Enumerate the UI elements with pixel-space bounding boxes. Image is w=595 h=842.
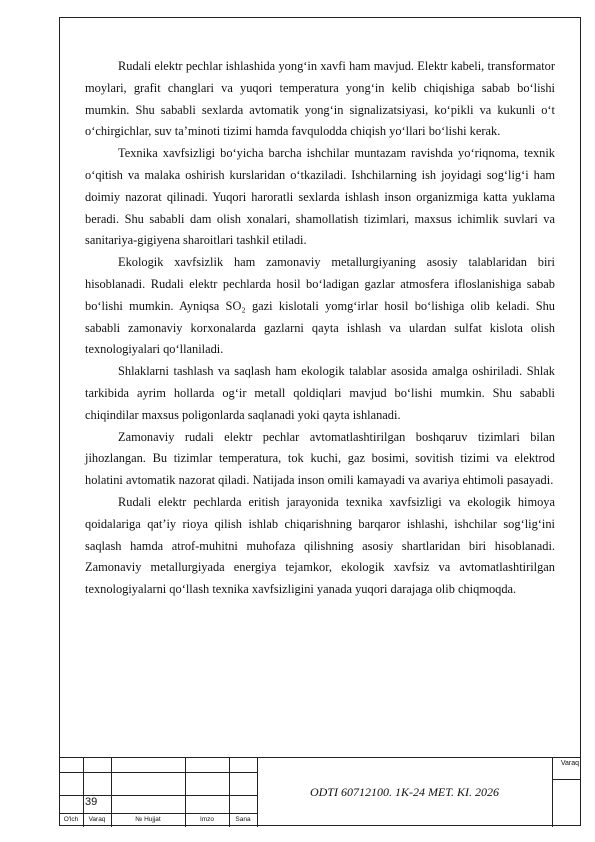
paragraph-conclusion: Rudali elektr pechlarda eritish jarayonida texnika xavfsizligi va ekologik himoya qoidalariga qat’iy rioya qilish ishlab chiqarishning barqaror ishlashi, ishchilar sog‘lig‘ini saqlash hamda atrof-muhitni muhofaza qilishning asosiy shartlaridan biri hisoblanadi. Zamonaviy metallurgiyada energiya tejamkor, ekologik xavfsiz va avtomatlashtirilgan texnologiyalarni qo‘llash texnika xavfsizligini yanada yuqori darajaga olib chiqmoqda. [85,494,555,597]
paragraph-automation: Zamonaviy rudali elektr pechlar avtomatlashtirilgan boshqaruv tizimlari bilan jihozlangan. Bu tizimlar temperatura, tok kuchi, gaz bosimi, sovitish tizimi va elektrod holatini avtomatik nazorat qiladi. Natijada inson omili kamayadi va avariya ehtimoli pasayadi. [85,429,555,488]
col-sana-label: Sana [235,816,251,823]
title-block [59,757,581,827]
page-number: 39 [85,796,98,808]
paragraph-fire-safety: Rudali elektr pechlar ishlashida yong‘in xavfi ham mavjud. Elektr kabeli, transformator moylari, grafit changlari va yuqori temperatura yong‘in kelib chiqishiga sabab bo‘lishi mumkin. Shu sababli sexlarda avtomatik yong‘in signalizatsiyasi, ko‘pikli va kukunli o‘t o‘chirgichlar, suv ta’minoti tizimi hamda favqulodda chiqish yo‘llari bo‘lishi kerak. [85,59,555,139]
document-body [85,56,555,601]
document-code: ODTI 60712100. 1K-24 MET. KI. 2026 [309,785,500,799]
stamp-row-line [59,772,257,773]
paragraph-technical-safety: Texnika xavfsizligi bo‘yicha barcha ishchilar muntazam ravishda yo‘riqnoma, texnik o‘qitish va malaka oshirish kurslaridan o‘tkaziladi. Ishchilarning ish joyidagi sog‘lig‘i ham doimiy nazorat qilinadi. Yuqori haroratli sexlarda ishlash inson organizmiga katta yuklama beradi. Shu sababli dam olish xonalari, shamollatish tizimlari, maxsus ichimlik suvlari va sanitariya-gigiyena sharoitlari tashkil etiladi. [85,146,555,248]
col-olch-label: O'lch [63,816,79,823]
paragraph-slag-handling: Shlaklarni tashlash va saqlash ham ekologik talablar asosida amalga oshiriladi. Shlak tarkibida ayrim hollarda og‘ir metall qoldiqlari mavjud bo‘lishi mumkin. Shu sababli chiqindilar maxsus poligonlarda saqlanadi yoki qayta ishlanadi. [85,364,555,422]
stamp-divider [552,758,553,827]
col-varaq-label: Varaq [88,816,106,823]
varaq-label: Varaq [560,760,579,767]
paragraph-ecological-safety: Ekologik xavfsizlik ham zamonaviy metallurgiyaning asosiy talablaridan biri hisoblanadi. Rudali elektr pechlarda hosil bo‘ladigan gazlar atmosfera ifloslanishiga sabab bo‘lishi mumkin. Ayniqsa SO₂ gazi kislotali yomg‘irlar hosil bo‘lishiga olib keladi. Shu sababli zamonaviy korxonalarda gazlarni qayta ishlash va ulardan sulfat kislota olish texnologiyalari qo‘llaniladi. [85,255,555,357]
col-imzo-label: Imzo [199,816,215,823]
col-hujjat-label: № Hujjat [135,816,161,823]
stamp-row-line [552,779,581,780]
stamp-row-line [59,813,257,814]
